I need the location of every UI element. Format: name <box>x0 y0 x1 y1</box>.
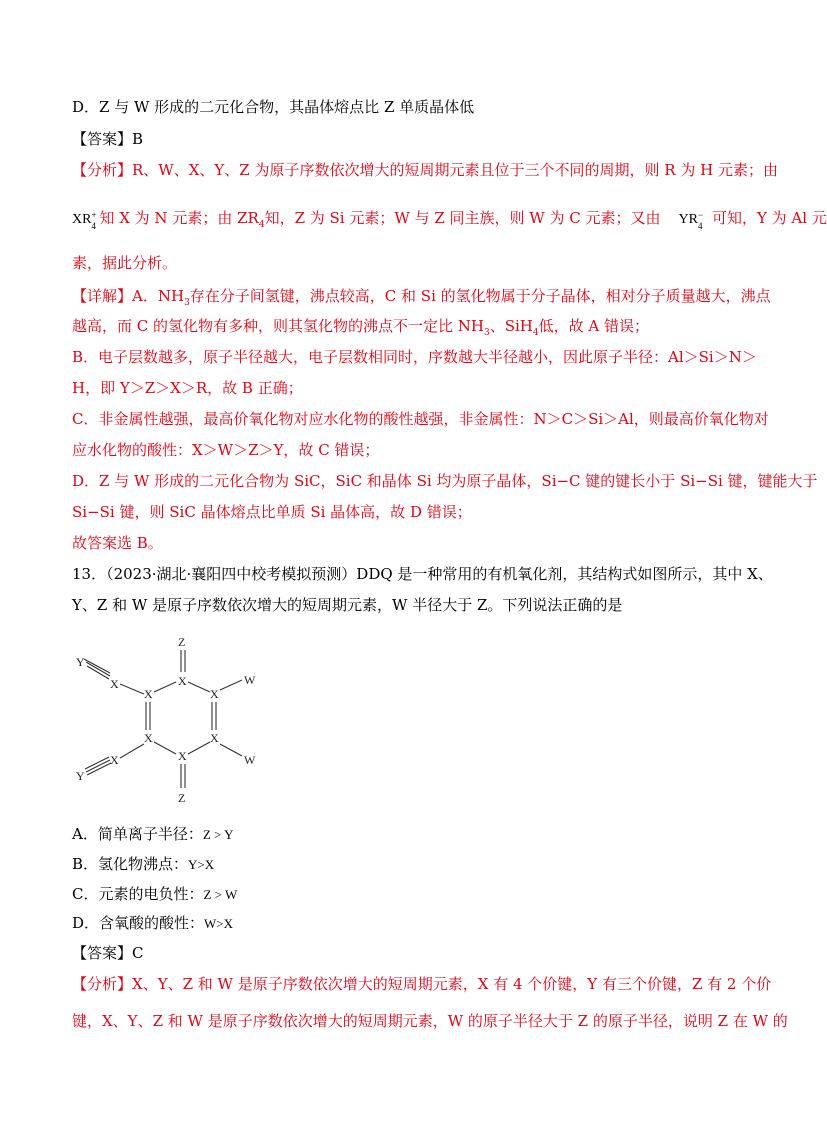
single-bond <box>120 744 144 758</box>
single-bond <box>188 682 210 692</box>
q12-detail-line-6: 应水化物的酸性：X＞W＞Z＞Y，故 C 错误； <box>72 441 380 459</box>
detail-text: 存在分子间氢键，沸点较高，C 和 Si 的氢化物属于分子晶体，相对分子质量越大，沸点 <box>189 287 771 305</box>
triple-bond <box>86 760 110 772</box>
formula-base: XR <box>72 212 92 227</box>
atom-x-upper-left: X <box>144 687 153 701</box>
analysis-label: 【分析】 <box>72 975 133 993</box>
q13-analysis-line-2: 键，X、Y、Z 和 W 是原子序数依次增大的短周期元素，W 的原子半径大于 Z 的原子半径，说明 Z 在 W 的 <box>72 1012 788 1030</box>
analysis-text: 知 X 为 N 元素；由 ZR <box>99 209 259 227</box>
option-label: B．氢化物沸点： <box>72 855 189 873</box>
option-formula: W>X <box>204 916 234 931</box>
detail-text: A．NH <box>132 287 185 305</box>
single-bond <box>154 682 176 692</box>
triple-bond <box>87 763 111 775</box>
q12-detail-line-3: B．电子层数越多，原子半径越大，电子层数相同时，序数越大半径越小，因此原子半径：Al＞Si＞N＞ <box>72 348 757 366</box>
answer-label: 【答案】 <box>72 130 133 148</box>
q13-stem-line-2: Y、Z 和 W 是原子序数依次增大的短周期元素，W 半径大于 Z。下列说法正确的是 <box>72 596 623 614</box>
subscript: 3 <box>184 298 190 308</box>
formula-yr4-minus <box>678 210 705 231</box>
option-label: C．元素的电负性： <box>72 885 204 903</box>
single-bond <box>188 742 210 754</box>
q12-detail-line-1 <box>72 286 771 313</box>
q13-option-d <box>72 913 233 934</box>
subscript: 4 <box>532 328 539 338</box>
atom-z-bottom: Z <box>178 791 186 805</box>
atom-w-lower: W <box>244 753 256 767</box>
option-formula: Y>X <box>188 857 215 872</box>
option-label: D．含氧酸的酸性： <box>72 914 205 932</box>
atom-z-top: Z <box>178 635 186 649</box>
answer-value: C <box>132 944 144 962</box>
q13-option-c <box>72 884 237 905</box>
subscript: 3 <box>484 328 490 338</box>
single-bond <box>220 744 242 756</box>
atom-x-bottom: X <box>178 749 187 763</box>
triple-bond <box>86 662 110 676</box>
q12-answer <box>72 129 143 149</box>
analysis-text: 知，Z 为 Si 元素；W 与 Z 同主族，则 W 为 C 元素；又由 <box>264 209 661 227</box>
q12-detail-line-5: C．非金属性越强，最高价氧化物对应水化物的酸性越强，非金属性：N＞C＞Si＞Al，则最高价氧化物对 <box>72 410 769 428</box>
analysis-label: 【分析】 <box>72 161 133 179</box>
q12-analysis-line-3: 素，据此分析。 <box>72 254 178 272</box>
atom-x-lower-left: X <box>144 731 153 745</box>
atom-y-upper: Y <box>76 655 85 669</box>
atom-x-lower-right: X <box>210 731 219 745</box>
q13-option-a <box>72 824 234 845</box>
triple-bond <box>85 757 109 769</box>
single-bond <box>220 680 242 690</box>
detail-text: 低，故 A 错误； <box>538 317 649 335</box>
formula-sup: + <box>91 210 97 220</box>
formula-xr4-plus <box>72 210 99 231</box>
atom-w-upper: W <box>244 673 256 687</box>
q12-detail-line-7: D．Z 与 W 形成的二元化合物为 SiC，SiC 和晶体 Si 均为原子晶体，Si−C 键的键长小于 Si−Si 键，键能大于 <box>72 472 818 490</box>
answer-label: 【答案】 <box>72 944 133 962</box>
detail-text: 越高，而 C 的氢化物有多种，则其氢化物的沸点不一定比 NH <box>72 317 484 335</box>
q12-analysis-line-1 <box>72 160 778 180</box>
answer-value: B <box>132 130 144 148</box>
single-bond <box>120 684 144 694</box>
q13-option-b <box>72 854 214 875</box>
q12-detail-line-8: Si−Si 键，则 SiC 晶体熔点比单质 Si 晶体高，故 D 错误； <box>72 503 472 521</box>
analysis-text: 可知，Y 为 Al 元 <box>711 209 827 227</box>
subscript: 4 <box>258 220 265 230</box>
ddq-structure-diagram <box>68 630 298 810</box>
single-bond <box>154 742 176 754</box>
q13-stem-line-1: 13．（2023·湖北·襄阳四中校考模拟预测）DDQ 是一种常用的有机氧化剂，其结构式如图所示，其中 X、 <box>72 565 773 583</box>
formula-sub: 4 <box>91 221 96 231</box>
formula-base: YR <box>678 212 698 227</box>
q12-detail-line-2 <box>72 316 649 343</box>
formula-sup: − <box>697 210 704 220</box>
atom-x-nitrile-lower: X <box>110 753 119 767</box>
analysis-text: R、W、X、Y、Z 为原子序数依次增大的短周期元素且位于三个不同的周期，则 R 为 H 元素；由 <box>132 161 778 179</box>
atom-x-upper-right: X <box>210 687 219 701</box>
formula-sub: 4 <box>697 221 703 231</box>
detail-text: 、SiH <box>489 317 533 335</box>
q12-analysis-line-2 <box>72 208 827 235</box>
q12-option-d: D．Z 与 W 形成的二元化合物，其晶体熔点比 Z 单质晶体低 <box>72 98 475 116</box>
option-label: A．简单离子半径： <box>72 825 203 843</box>
atom-y-lower: Y <box>76 769 85 783</box>
atom-x-nitrile-upper: X <box>110 677 119 691</box>
analysis-text: X、Y、Z 和 W 是原子序数依次增大的短周期元素，X 有 4 个价键，Y 有三个价键，Z 有 2 个价 <box>132 975 772 993</box>
q12-detail-line-9: 故答案选 B。 <box>72 534 163 552</box>
option-formula: Z > W <box>203 887 238 902</box>
q12-detail-line-4: H，即 Y＞Z＞X＞R，故 B 正确； <box>72 379 303 397</box>
option-formula: Z > Y <box>202 827 234 842</box>
q13-answer <box>72 943 144 963</box>
atom-x-top: X <box>178 674 187 688</box>
detail-label: 【详解】 <box>72 287 133 305</box>
triple-bond <box>87 666 109 679</box>
q13-analysis-line-1 <box>72 974 771 994</box>
